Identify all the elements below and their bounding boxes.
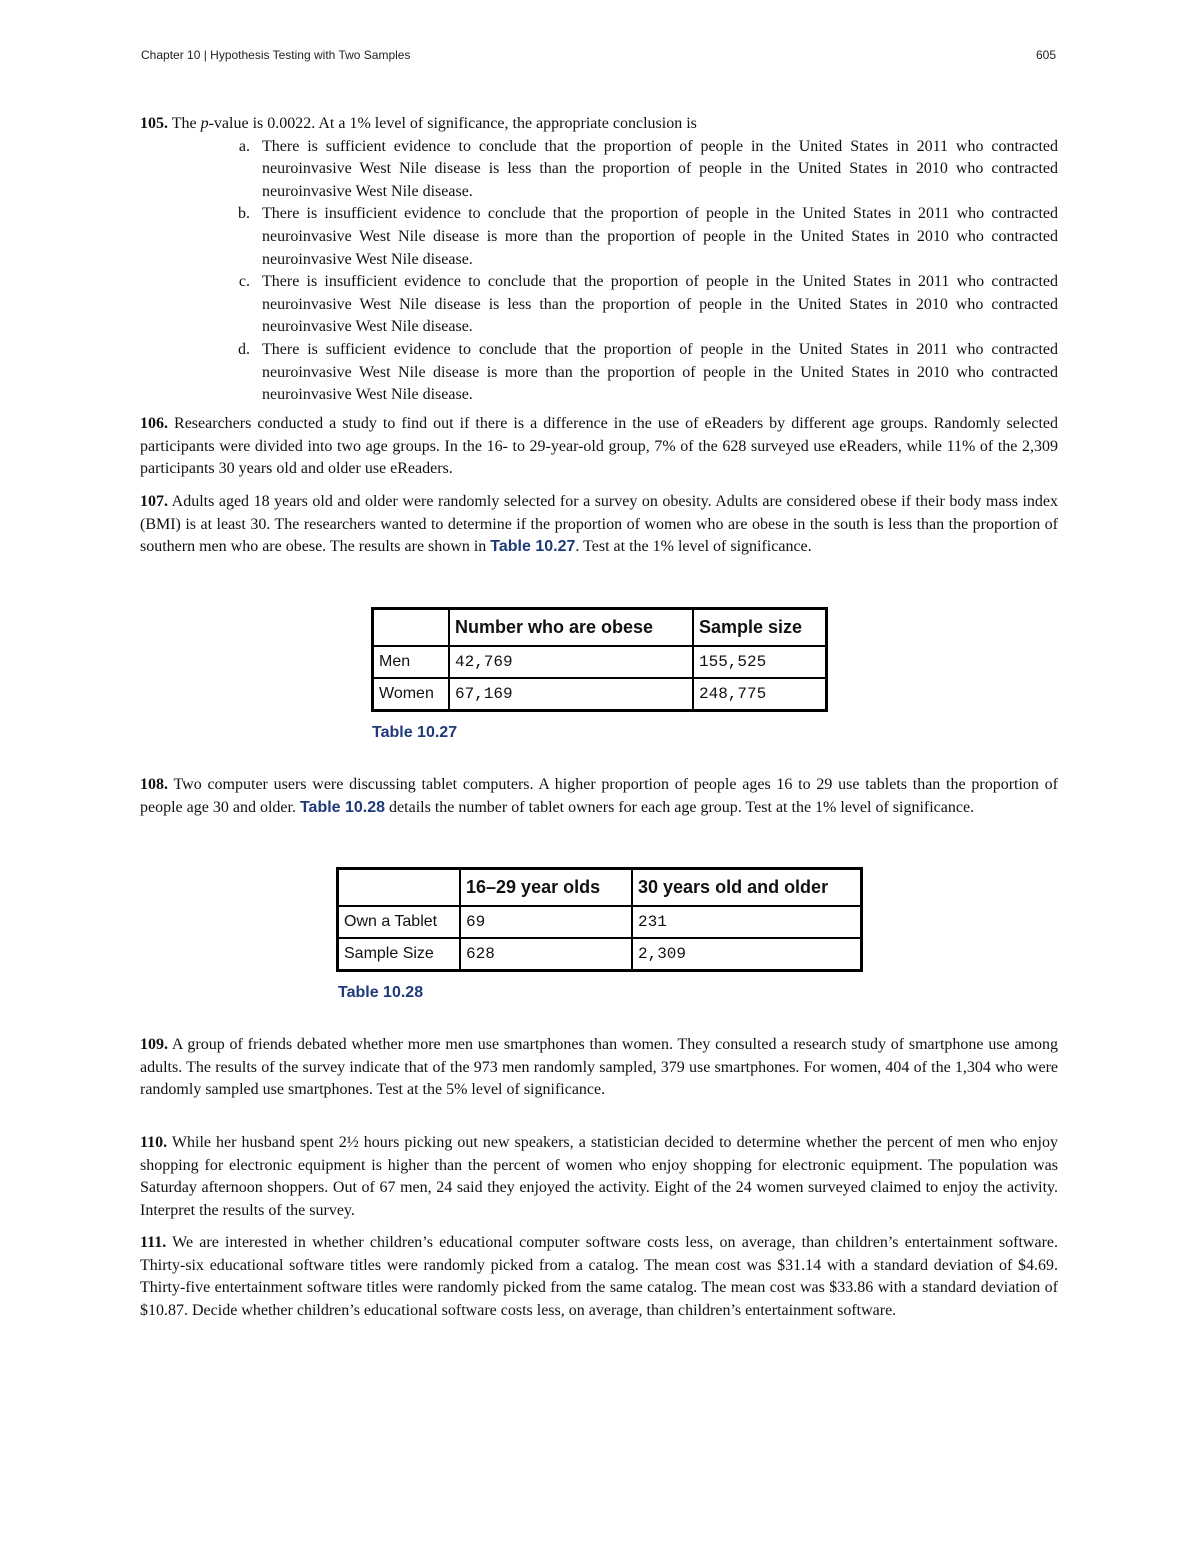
option-text: There is sufficient evidence to conclude that the proportion of people in the United States in 2011 who contracted neuroinvasive West Nile disease is more than the proportion of people in the United States in 2010 who contracted neuroinvasive West Nile disease. xyxy=(262,340,1058,404)
stem-text: The xyxy=(171,115,201,132)
table-row xyxy=(338,938,862,971)
exercise-107 xyxy=(140,491,1058,559)
exercise-106 xyxy=(140,413,1058,481)
table-row xyxy=(373,678,827,711)
option-d xyxy=(215,339,1058,407)
row-label: Women xyxy=(373,678,450,711)
exercise-109 xyxy=(140,1034,1058,1102)
table-row xyxy=(338,906,862,938)
exercise-105 xyxy=(140,113,1058,407)
table-caption: Table 10.28 xyxy=(338,984,424,1001)
header-cell: 30 years old and older xyxy=(632,869,862,907)
exercise-text: A group of friends debated whether more men use smartphones than women. They consulted a research study of smartphone use among adults. The results of the survey indicate that of the 973 men randomly sampled, 379 use smartphones. For women, 404 of the 1,304 who were randomly sampled use smartphones. Test at the 5% level of significance. xyxy=(140,1036,1058,1099)
page-number: 605 xyxy=(1036,48,1057,62)
row-label: Own a Tablet xyxy=(338,906,461,938)
table-caption: Table 10.27 xyxy=(372,724,458,741)
cell: 69 xyxy=(460,906,632,938)
exercise-text: We are interested in whether children’s educational computer software costs less, on average, than children’s entertainment software. Thirty-six educational software titles were randomly picked from a catalog. The mean cost was $31.14 with a standard deviation of $4.69. Thirty-five entertainment software titles were randomly picked from the same catalog. The mean cost was $33.86 with a standard deviation of $10.87. Decide whether children’s educational software costs less, on average, than children’s entertainment software. xyxy=(140,1234,1059,1319)
option-text: There is insufficient evidence to conclude that the proportion of people in the United States in 2011 who contracted neuroinvasive West Nile disease is less than the proportion of people in the United States in 2010 who contracted neuroinvasive West Nile disease. xyxy=(262,273,1058,336)
cell: 67,169 xyxy=(449,678,693,711)
exercise-number: 108. xyxy=(140,776,168,793)
exercise-number: 111. xyxy=(140,1234,167,1251)
header-cell: Sample size xyxy=(693,609,827,647)
header-cell xyxy=(373,609,450,647)
exercise-number: 105. xyxy=(140,115,168,132)
cell: 628 xyxy=(460,938,632,971)
exercise-text: Researchers conducted a study to find out if there is a difference in the use of eReaders by different age groups. Randomly selected participants were divided into two age groups. In the 16- to 29-year-old group, 7% of the 628 surveyed use eReaders, while 11% of the 2,309 participants 30 years old and older use eReaders. xyxy=(140,415,1059,478)
option-label: b. xyxy=(238,205,250,223)
stem-text: -value is 0.0022. At a 1% level of significance, the appropriate conclusion is xyxy=(208,115,697,132)
cell: 2,309 xyxy=(632,938,862,971)
cell: 248,775 xyxy=(693,678,827,711)
exercise-text: details the number of tablet owners for each age group. Test at the 1% level of significance. xyxy=(385,798,975,816)
header-cell xyxy=(338,869,461,907)
option-label: c. xyxy=(238,273,250,291)
header-cell: 16–29 year olds xyxy=(460,869,632,907)
table-link[interactable]: Table 10.28 xyxy=(299,798,386,816)
table-row xyxy=(373,646,827,678)
exercise-number: 106. xyxy=(140,415,168,432)
option-c xyxy=(215,271,1058,339)
table-10-28 xyxy=(336,867,863,972)
cell: 42,769 xyxy=(449,646,693,678)
option-label: d. xyxy=(238,340,250,358)
exercise-111 xyxy=(140,1232,1058,1322)
option-a xyxy=(215,136,1058,204)
exercise-text: While her husband spent 2½ hours picking out new speakers, a statistician decided to determine whether the percent of men who enjoy shopping for electronic equipment is higher than the percent of women who enjoy shopping for electronic equipment. The population was Saturday afternoon shoppers. Out of 67 men, 24 said they enjoyed the activity. Eight of the 24 women surveyed claimed to enjoy the activity. Interpret the results of the survey. xyxy=(140,1134,1059,1219)
cell: 231 xyxy=(632,906,862,938)
row-label: Sample Size xyxy=(338,938,461,971)
table-10-27 xyxy=(371,607,828,712)
exercise-text: . Test at the 1% level of significance. xyxy=(575,538,812,556)
exercise-text: Two computer users were discussing tablet computers. A higher proportion of people ages 16 to 29 use tablets than the proportion of people age 30 and older. xyxy=(140,776,1058,816)
running-header: Chapter 10 | Hypothesis Testing with Two Samples xyxy=(141,48,411,62)
option-label: a. xyxy=(238,137,250,155)
header-cell: Number who are obese xyxy=(449,609,693,647)
exercise-number: 107. xyxy=(140,493,168,510)
option-text: There is sufficient evidence to conclude that the proportion of people in the United States in 2011 who contracted neuroinvasive West Nile disease is less than the proportion of people in the United States in 2010 who contracted neuroinvasive West Nile disease. xyxy=(262,137,1058,200)
exercise-number: 109. xyxy=(140,1036,168,1053)
exercise-text: Adults aged 18 years old and older were randomly selected for a survey on obesity. Adults are considered obese if their body mass index (BMI) is at least 30. The researchers wanted to determine if the proportion of women who are obese in the south is less than the proportion of southern men who are obese. The results are shown in xyxy=(140,493,1058,556)
table-link[interactable]: Table 10.27 xyxy=(490,538,576,556)
exercise-110 xyxy=(140,1132,1058,1222)
cell: 155,525 xyxy=(693,646,827,678)
row-label: Men xyxy=(373,646,450,678)
option-text: There is insufficient evidence to conclude that the proportion of people in the United States in 2011 who contracted neuroinvasive West Nile disease is more than the proportion of people in the United States in 2010 who contracted neuroinvasive West Nile disease. xyxy=(262,205,1058,268)
p-variable: p xyxy=(200,115,209,132)
exercise-108 xyxy=(140,774,1058,819)
option-b xyxy=(215,203,1058,271)
exercise-number: 110. xyxy=(140,1134,168,1151)
